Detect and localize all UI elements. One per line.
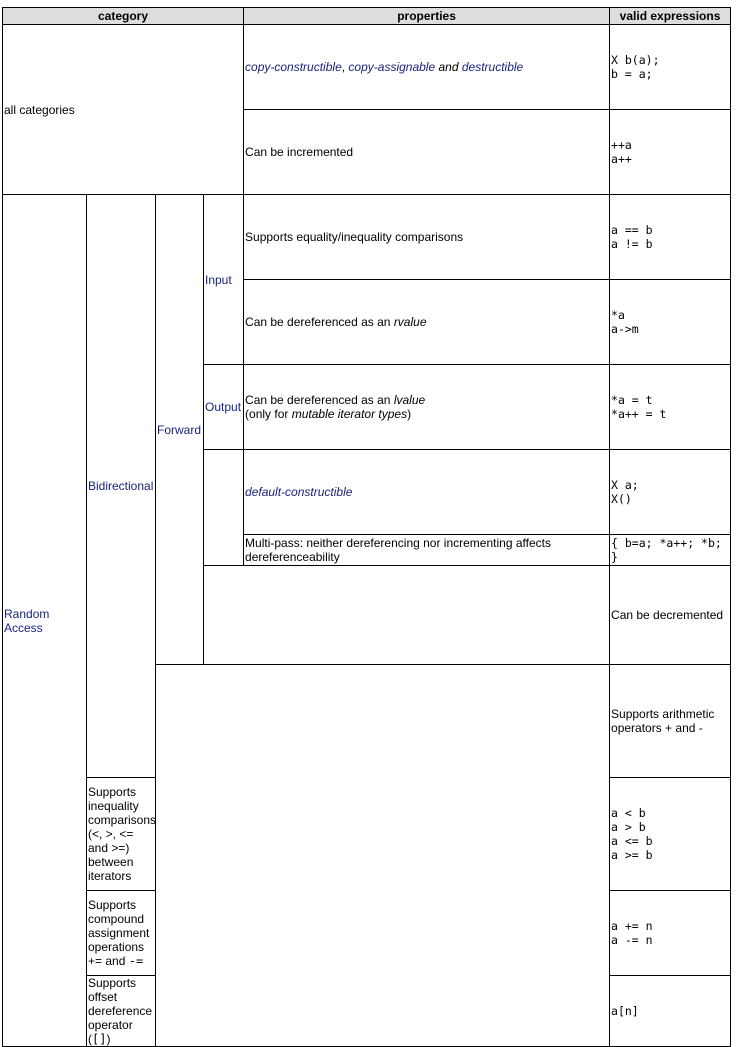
property-cell: Can be dereferenced as an rvalue bbox=[244, 280, 610, 365]
default-constructible-link[interactable]: default-constructible bbox=[245, 485, 353, 499]
header-valid-expressions: valid expressions bbox=[610, 8, 731, 25]
copy-assignable-link[interactable]: copy-assignable bbox=[348, 60, 436, 74]
expressions-cell: X a; X() bbox=[610, 450, 731, 535]
category-forward: Forward bbox=[156, 195, 204, 665]
property-cell: Supports offset dereference operator ([]) bbox=[87, 976, 156, 1047]
destructible-link[interactable]: destructible bbox=[461, 60, 524, 74]
property-cell bbox=[244, 450, 610, 535]
header-category: category bbox=[3, 8, 244, 25]
property-cell: Can be incremented bbox=[244, 110, 610, 195]
table-row bbox=[3, 25, 731, 110]
header-row bbox=[3, 8, 731, 25]
table-row bbox=[3, 195, 731, 280]
expressions-cell: *a = t *a++ = t bbox=[610, 365, 731, 450]
copy-constructible-link[interactable]: copy-constructible bbox=[245, 60, 342, 74]
category-empty-cell bbox=[156, 665, 610, 1047]
property-cell: Can be decremented bbox=[610, 566, 731, 665]
property-cell: Supports arithmetic operators + and - bbox=[610, 665, 731, 778]
expressions-cell: { b=a; *a++; *b; } bbox=[610, 535, 731, 566]
property-cell: Can be dereferenced as an lvalue (only for mutable iterator types) bbox=[244, 365, 610, 450]
property-cell: Supports compound assignment operations += and -= bbox=[87, 891, 156, 976]
header-properties: properties bbox=[244, 8, 610, 25]
category-input: Input bbox=[204, 195, 244, 365]
category-bidirectional: Bidirectional bbox=[87, 195, 156, 778]
expressions-cell: a < b a > b a <= b a >= b bbox=[610, 778, 731, 891]
expressions-cell: a[n] bbox=[610, 976, 731, 1047]
iterator-categories-table bbox=[2, 7, 731, 1047]
category-output: Output bbox=[204, 365, 244, 450]
category-random-access: Random Access bbox=[3, 195, 87, 1047]
expressions-cell: a += n a -= n bbox=[610, 891, 731, 976]
property-cell: Multi-pass: neither dereferencing nor incrementing affects dereferenceability bbox=[244, 535, 610, 566]
expressions-cell: a == b a != b bbox=[610, 195, 731, 280]
expressions-cell: *a a->m bbox=[610, 280, 731, 365]
category-empty-cell bbox=[204, 450, 244, 566]
category-empty-cell bbox=[204, 566, 610, 665]
property-cell: copy-constructible, copy-assignable and destructible bbox=[244, 25, 610, 110]
category-all: all categories bbox=[3, 25, 244, 195]
expressions-cell: X b(a); b = a; bbox=[610, 25, 731, 110]
property-cell: Supports equality/inequality comparisons bbox=[244, 195, 610, 280]
property-cell: Supports inequality comparisons (<, >, <= and >=) between iterators bbox=[87, 778, 156, 891]
expressions-cell: ++a a++ bbox=[610, 110, 731, 195]
